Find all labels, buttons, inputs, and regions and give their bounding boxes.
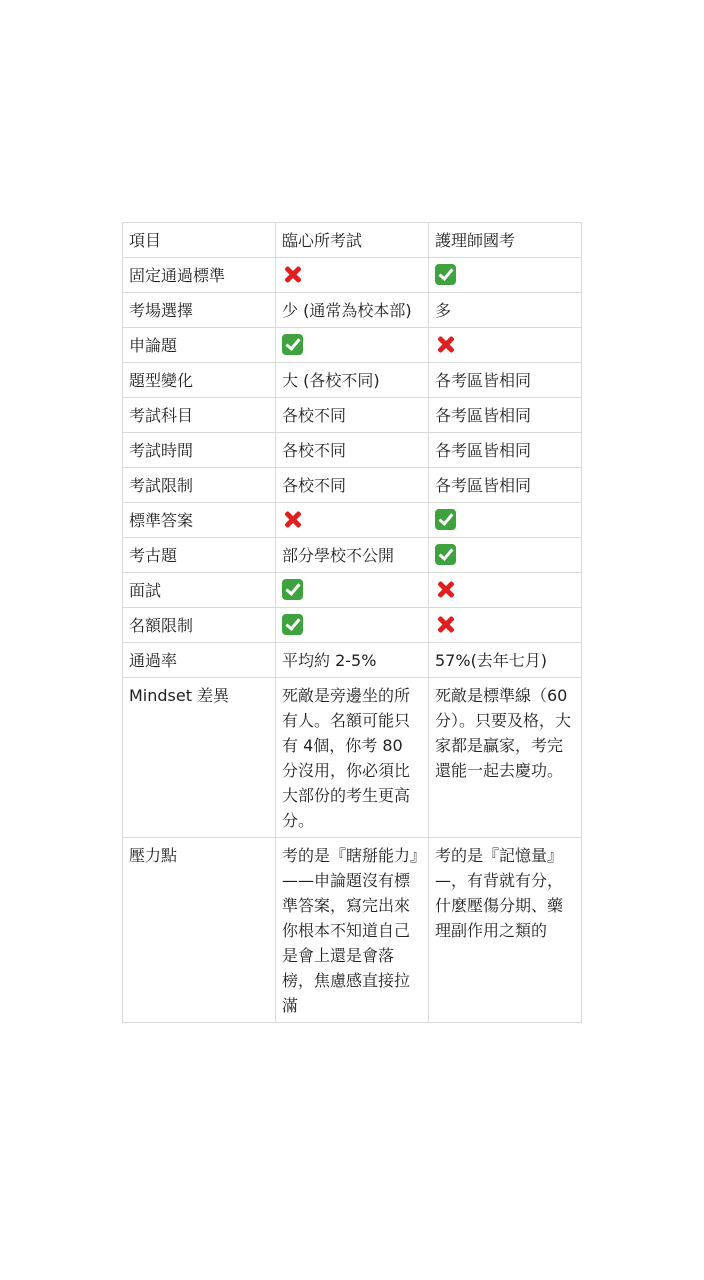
- header-cell-nurse-exam: 護理師國考: [429, 223, 582, 258]
- table-row: [123, 678, 582, 838]
- table-row: [123, 838, 582, 1023]
- nurse-exam-cell: 各考區皆相同: [429, 398, 582, 433]
- clinical-psych-exam-cell: 大 (各校不同): [276, 363, 429, 398]
- comparison-table: [122, 222, 582, 1023]
- cross-mark-icon: [435, 614, 456, 635]
- table-row: [123, 293, 582, 328]
- nurse-exam-cell: 各考區皆相同: [429, 363, 582, 398]
- item-cell: 考古題: [123, 538, 276, 573]
- nurse-exam-cell: [429, 573, 582, 608]
- nurse-exam-cell: 考的是『記憶量』—，有背就有分，什麼壓傷分期、藥理副作用之類的: [429, 838, 582, 1023]
- clinical-psych-exam-cell: [276, 608, 429, 643]
- cross-mark-icon: [435, 579, 456, 600]
- clinical-psych-exam-cell: 少 (通常為校本部): [276, 293, 429, 328]
- table-header-row: [123, 223, 582, 258]
- table-row: [123, 503, 582, 538]
- item-cell: 考試科目: [123, 398, 276, 433]
- clinical-psych-exam-cell: 考的是『瞎掰能力』——申論題沒有標準答案，寫完出來你根本不知道自己是會上還是會落榜，焦慮感直接拉滿: [276, 838, 429, 1023]
- clinical-psych-exam-cell: 各校不同: [276, 468, 429, 503]
- clinical-psych-exam-cell: 各校不同: [276, 433, 429, 468]
- item-cell: 標準答案: [123, 503, 276, 538]
- table-row: [123, 608, 582, 643]
- nurse-exam-cell: 死敵是標準線（60分）。只要及格，大家都是贏家，考完還能一起去慶功。: [429, 678, 582, 838]
- clinical-psych-exam-cell: [276, 328, 429, 363]
- cross-mark-icon: [435, 334, 456, 355]
- item-cell: 面試: [123, 573, 276, 608]
- table-row: [123, 398, 582, 433]
- table-row: [123, 538, 582, 573]
- clinical-psych-exam-cell: [276, 573, 429, 608]
- check-mark-icon: [435, 544, 456, 565]
- comparison-table-container: [122, 222, 581, 1023]
- nurse-exam-cell: 多: [429, 293, 582, 328]
- nurse-exam-cell: [429, 503, 582, 538]
- item-cell: 考場選擇: [123, 293, 276, 328]
- clinical-psych-exam-cell: 死敵是旁邊坐的所有人。名額可能只有 4個，你考 80 分沒用，你必須比大部份的考生更高分。: [276, 678, 429, 838]
- item-cell: 題型變化: [123, 363, 276, 398]
- header-cell-item: 項目: [123, 223, 276, 258]
- item-cell: 固定通過標準: [123, 258, 276, 293]
- table-row: [123, 433, 582, 468]
- clinical-psych-exam-cell: [276, 258, 429, 293]
- cross-mark-icon: [282, 264, 303, 285]
- check-mark-icon: [282, 579, 303, 600]
- check-mark-icon: [435, 264, 456, 285]
- item-cell: 壓力點: [123, 838, 276, 1023]
- clinical-psych-exam-cell: 平均約 2-5%: [276, 643, 429, 678]
- item-cell: Mindset 差異: [123, 678, 276, 838]
- nurse-exam-cell: 57%(去年七月): [429, 643, 582, 678]
- check-mark-icon: [282, 334, 303, 355]
- header-cell-clinical-psych-exam: 臨心所考試: [276, 223, 429, 258]
- item-cell: 名額限制: [123, 608, 276, 643]
- table-row: [123, 328, 582, 363]
- check-mark-icon: [435, 509, 456, 530]
- item-cell: 通過率: [123, 643, 276, 678]
- clinical-psych-exam-cell: 部分學校不公開: [276, 538, 429, 573]
- cross-mark-icon: [282, 509, 303, 530]
- table-row: [123, 363, 582, 398]
- nurse-exam-cell: [429, 608, 582, 643]
- nurse-exam-cell: 各考區皆相同: [429, 468, 582, 503]
- check-mark-icon: [282, 614, 303, 635]
- clinical-psych-exam-cell: [276, 503, 429, 538]
- item-cell: 考試時間: [123, 433, 276, 468]
- clinical-psych-exam-cell: 各校不同: [276, 398, 429, 433]
- nurse-exam-cell: [429, 538, 582, 573]
- table-row: [123, 468, 582, 503]
- nurse-exam-cell: 各考區皆相同: [429, 433, 582, 468]
- item-cell: 考試限制: [123, 468, 276, 503]
- item-cell: 申論題: [123, 328, 276, 363]
- nurse-exam-cell: [429, 258, 582, 293]
- nurse-exam-cell: [429, 328, 582, 363]
- table-row: [123, 573, 582, 608]
- table-row: [123, 258, 582, 293]
- table-row: [123, 643, 582, 678]
